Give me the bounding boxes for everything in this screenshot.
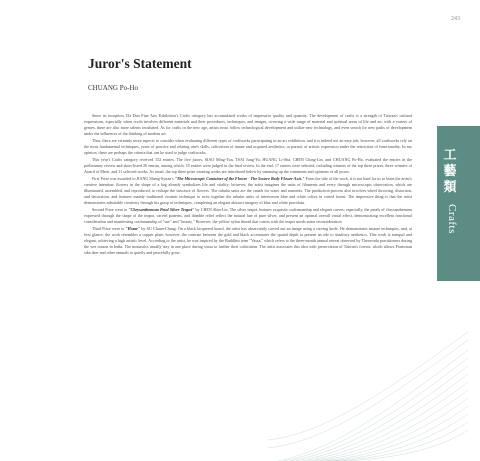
second-prize-title: "Chrysanthemum Petal Silver Teapot" xyxy=(128,207,195,213)
cjk-char-2: 藝 xyxy=(443,164,457,179)
paragraph-second-prize xyxy=(84,207,412,225)
paragraph-intro: Since its inception, Da Dun Fine Arts Exhibition's Crafts category has accumulated works of impressive quality and quantity. The development of crafts is a strength of Taiwan's cultural expressions, especially when crafts involves different materials and their procedures, techniques, and images, covering a wide range of material and spiritual areas of life and art, with a variety of genres, there are also more talents incubated. As for crafts in the new age, artists must follow technological development and utilize new technology, and even search for new paths of development under the influences of the thinking of modern art. xyxy=(84,113,412,136)
paragraph-first-prize xyxy=(84,176,412,206)
decorative-line-graphic xyxy=(268,330,468,461)
first-prize-lead: First Prize was awarded to JIANG Sheng-Syuan's xyxy=(92,176,175,182)
third-prize-title: "Home" xyxy=(125,226,141,232)
paragraph-criteria: Thus, there are certainly more aspects to consider when evaluating different types of craftworks participating in an art exhibition, and it is indeed not an easy job; however, all craftworks rely on the most fundamental techniques, years of practice and relating one's skills, cultivation of innate and acquired aesthetics, or pursuit of artistic expression under the restriction of functionality. In my opinion, these are perhaps the criteria that can be used to judge craftworks. xyxy=(84,138,412,155)
cjk-char-1: 工 xyxy=(443,148,457,163)
second-prize-text: by CHEN Shin-Lin. The silver teapot features exquisite craftsmanship and elegant curves; especially, the petals of chrysanthemum expressed through the shape of the teapot, carved patterns, and thimble relief reflect the natural hue of pure silver, and present an optimal overall visual effect, demonstrating excellent functional consideration and manifesting craftsmanship of "use" and "beauty." However, the yellow nylon thread that comes with the teapot needs some reconsideration. xyxy=(84,207,412,224)
category-side-tab xyxy=(437,126,480,281)
statement-body xyxy=(84,113,412,257)
paragraph-entries: This year's Crafts category received 152 entries. The five jurors, SIAO Ming-Tun, TSAI Jung-Yu, HUANG Li-Sha, CHEN Ching-Lin, and CHUANG Po-Ho, evaluated the entries in the preliminary review and short-listed 20 entries, among which, 19 entries were judged in the final review. In the end, 17 entries were selected, including winners of the top three prizes, three winners of Award of Merit, and 11 selected works. As usual, the top three prize winning works are introduced below by summing up the comments and opinions of all jurors. xyxy=(84,157,412,174)
cjk-char-3: 類 xyxy=(443,180,457,195)
third-prize-lead: Third Prize went to xyxy=(92,226,126,232)
author-name: CHUANG Po-Ho xyxy=(88,84,138,92)
paragraph-third-prize xyxy=(84,226,412,256)
second-prize-lead: Second Prize went to xyxy=(92,207,129,213)
category-latin-label: Crafts xyxy=(446,204,458,234)
page-title: Juror's Statement xyxy=(88,56,192,71)
third-prize-text: by SU Chuan-Chang. On a black lacquered board, the artist has observantly carved out an image using a carving knife. He demonstrates mature techniques, and, at first glance, the work resembles a copper plate; however, the contrast between the gold and black accentuates the spatial depth to present an ode to shadowy aesthetics. This work is tranquil and elegant, achieving a high artistic level. According to the artist, he was inspired by the Buddhist term "Vassa," which refers to the three-month annual retreat observed by Theravada practitioners during the wet season in India. The monastics usually stay in one place during vassa to further their cultivation. The artist associates this idea with preservation of Taiwan's forests, which allows Formosan sika deer and other animals to quietly and peacefully grow. xyxy=(84,226,412,255)
page-number: 243 xyxy=(451,16,460,22)
first-prize-text: From the title of the work, it is not hard for us to learn the artist's creative intention: flowers in the shape of a bag already symbolizes life and vitality; however, the artist imagines the units of filaments and every through microscopic observation, which are illuminated, assembled, and reproduced, to reshape the structure of flowers. The tubular units are the canals for water and nutrients. The production process also involves wheel throwing, distortion, and decoration, and features mainly traditional ceramic technique to twist together the tubular units of interwoven blue and white colors in varied forms. The impressive thing is that the artist demonstrates admirable creativity through his grasp of techniques, completing an elegant abstract imagery of blue and white porcelain. xyxy=(84,176,412,205)
first-prize-title: "The Microscopic Container of the Flower - The Source Body Flower Axis." xyxy=(174,176,305,182)
category-cjk-label xyxy=(441,148,459,196)
